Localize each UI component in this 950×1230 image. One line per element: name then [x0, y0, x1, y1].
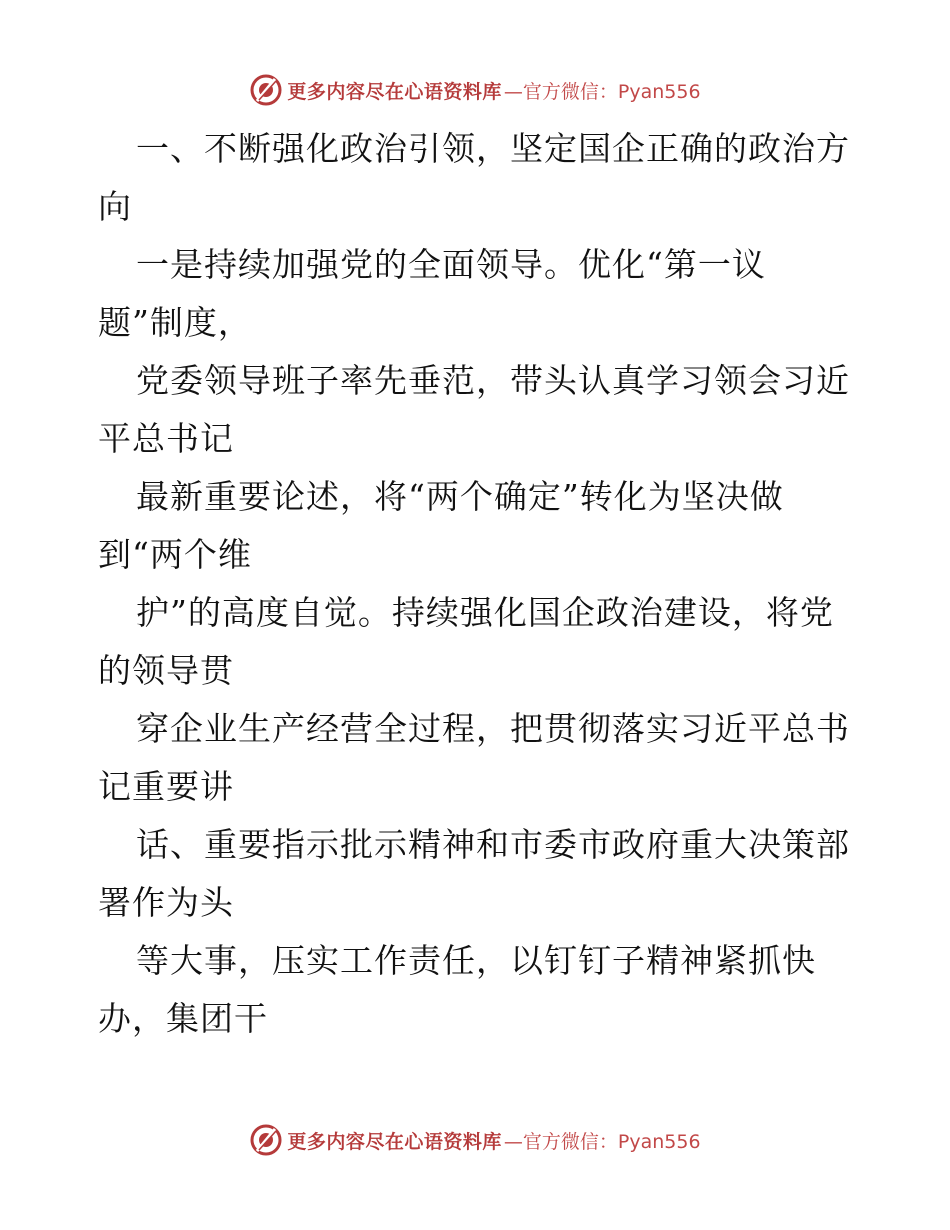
body-line: 题”制度， [98, 303, 252, 342]
brand-logo-icon [249, 1123, 283, 1157]
body-line: 话、重要指示批示精神和市委市政府重大决策部 [136, 825, 850, 864]
body-line: 最新重要论述，将“两个确定”转化为坚决做 [136, 477, 784, 516]
body-line: 署作为头 [98, 883, 234, 922]
body-line: 的领导贯 [98, 651, 234, 690]
header-banner-text: 更多内容尽在心语资料库 [287, 80, 502, 103]
body-line: 一、不断强化政治引领，坚定国企正确的政治方 [136, 129, 850, 168]
header-contact-text: —官方微信：Pyan556 [503, 80, 701, 103]
body-line: 记重要讲 [98, 767, 234, 806]
body-line: 一是持续加强党的全面领导。优化“第一议 [136, 245, 766, 284]
footer-contact-text: —官方微信：Pyan556 [503, 1130, 701, 1153]
body-line: 平总书记 [98, 419, 234, 458]
footer-banner-text: 更多内容尽在心语资料库 [287, 1130, 502, 1153]
body-line: 等大事，压实工作责任，以钉钉子精神紧抓快 [136, 941, 816, 980]
body-line: 办，集团干 [98, 999, 268, 1038]
body-line: 到“两个维 [98, 535, 252, 574]
body-line: 党委领导班子率先垂范，带头认真学习领会习近 [136, 361, 850, 400]
body-line: 向 [98, 187, 132, 226]
footer-watermark-banner [0, 1120, 950, 1160]
body-line: 护”的高度自觉。持续强化国企政治建设，将党 [136, 593, 834, 632]
document-body [98, 120, 868, 1048]
brand-logo-icon [249, 73, 283, 107]
header-watermark-banner [0, 70, 950, 110]
body-line: 穿企业生产经营全过程，把贯彻落实习近平总书 [136, 709, 850, 748]
